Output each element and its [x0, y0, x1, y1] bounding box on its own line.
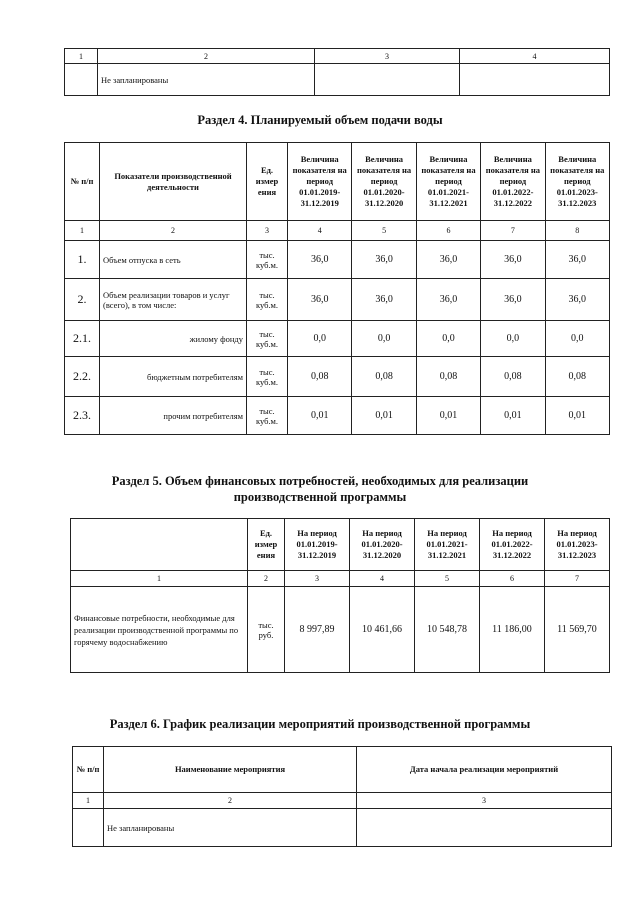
header-period: На период 01.01.2020-31.12.2020 [350, 519, 415, 571]
top-table [64, 48, 610, 96]
col-number: 7 [481, 221, 545, 241]
row-text: Не запланированы [98, 64, 315, 96]
row-value: 0,01 [288, 397, 352, 435]
table-row [65, 241, 610, 279]
row-num: 2.1. [65, 321, 100, 357]
row-name: прочим потребителям [100, 397, 247, 435]
row-value: 0,08 [545, 357, 609, 397]
header-num: № п/п [65, 143, 100, 221]
row-unit: тыс. куб.м. [247, 241, 288, 279]
row-num: 2. [65, 279, 100, 321]
section4-title: Раздел 4. Планируемый объем подачи воды [197, 113, 443, 127]
row-unit: тыс. руб. [248, 587, 285, 673]
row-value: 0,08 [288, 357, 352, 397]
row-value: 11 569,70 [545, 587, 610, 673]
header-period: Величина показателя на период 01.01.2021-31.12.2021 [416, 143, 480, 221]
row-value: 0,0 [481, 321, 545, 357]
col-number: 6 [416, 221, 480, 241]
col-number: 1 [65, 221, 100, 241]
row-value: 11 186,00 [480, 587, 545, 673]
row-value: 36,0 [288, 279, 352, 321]
row-value: 10 461,66 [350, 587, 415, 673]
col-number: 1 [71, 571, 248, 587]
row-text: Не запланированы [104, 809, 357, 847]
col-number: 4 [288, 221, 352, 241]
col-number: 7 [545, 571, 610, 587]
row-value: 36,0 [416, 241, 480, 279]
header-period: На период 01.01.2021-31.12.2021 [415, 519, 480, 571]
section5-title-line1: Раздел 5. Объем финансовых потребностей, необходимых для реализации [111, 474, 529, 488]
col-number: 4 [460, 49, 610, 64]
table-row [73, 809, 612, 847]
row-value: 36,0 [545, 279, 609, 321]
row-value: 36,0 [416, 279, 480, 321]
table-row [65, 279, 610, 321]
col-number: 8 [545, 221, 609, 241]
row-name: жилому фонду [100, 321, 247, 357]
header-period: На период 01.01.2019-31.12.2019 [285, 519, 350, 571]
header-unit: Ед. измер ения [247, 143, 288, 221]
row-value: 10 548,78 [415, 587, 480, 673]
row-value: 0,01 [481, 397, 545, 435]
row-value: 0,0 [416, 321, 480, 357]
row-value: 0,01 [352, 397, 416, 435]
table-row [65, 397, 610, 435]
col-number: 3 [247, 221, 288, 241]
header-period: Величина показателя на период 01.01.2020-31.12.2020 [352, 143, 416, 221]
row-value: 0,0 [545, 321, 609, 357]
row-unit: тыс. куб.м. [247, 357, 288, 397]
row-value: 36,0 [352, 241, 416, 279]
table-row [65, 321, 610, 357]
row-value: 0,08 [352, 357, 416, 397]
row-value: 0,01 [545, 397, 609, 435]
row-value: 8 997,89 [285, 587, 350, 673]
row-value: 36,0 [288, 241, 352, 279]
section5-title-line2: производственной программы [233, 490, 407, 504]
row-num: 2.3. [65, 397, 100, 435]
header-period: Величина показателя на период 01.01.2019-31.12.2019 [288, 143, 352, 221]
row-name: бюджетным потребителям [100, 357, 247, 397]
section6-title: Раздел 6. График реализации мероприятий производственной программы [109, 717, 531, 731]
section6-table [72, 746, 612, 847]
row-unit: тыс. куб.м. [247, 279, 288, 321]
header-unit: Ед. измер ения [248, 519, 285, 571]
section4-table [64, 142, 610, 435]
col-number: 3 [315, 49, 460, 64]
header-period: На период 01.01.2023-31.12.2023 [545, 519, 610, 571]
row-value: 0,0 [352, 321, 416, 357]
col-number: 1 [73, 793, 104, 809]
col-number: 2 [100, 221, 247, 241]
row-value: 0,08 [416, 357, 480, 397]
row-value: 0,08 [481, 357, 545, 397]
row-value: 36,0 [545, 241, 609, 279]
col-number: 2 [104, 793, 357, 809]
col-number: 6 [480, 571, 545, 587]
header-date: Дата начала реализации мероприятий [357, 747, 612, 793]
header-name: Наименование мероприятия [104, 747, 357, 793]
header-period: Величина показателя на период 01.01.2023-31.12.2023 [545, 143, 609, 221]
row-num: 1. [65, 241, 100, 279]
header-indicator: Показатели производственной деятельности [100, 143, 247, 221]
header-num: № п/п [73, 747, 104, 793]
table-row [65, 357, 610, 397]
row-name: Финансовые потребности, необходимые для реализации производственной программы по горячему водоснабжению [71, 587, 248, 673]
col-number: 4 [350, 571, 415, 587]
row-value: 0,01 [416, 397, 480, 435]
row-value: 36,0 [352, 279, 416, 321]
row-value: 36,0 [481, 279, 545, 321]
row-value: 0,0 [288, 321, 352, 357]
col-number: 2 [248, 571, 285, 587]
col-number: 3 [357, 793, 612, 809]
section5-table [70, 518, 610, 673]
row-name: Объем отпуска в сеть [100, 241, 247, 279]
col-number: 1 [65, 49, 98, 64]
row-value: 36,0 [481, 241, 545, 279]
col-number: 5 [352, 221, 416, 241]
col-number: 3 [285, 571, 350, 587]
header-period: На период 01.01.2022-31.12.2022 [480, 519, 545, 571]
row-num: 2.2. [65, 357, 100, 397]
col-number: 2 [98, 49, 315, 64]
row-unit: тыс. куб.м. [247, 321, 288, 357]
table-row [71, 587, 610, 673]
row-unit: тыс. куб.м. [247, 397, 288, 435]
col-number: 5 [415, 571, 480, 587]
row-name: Объем реализации товаров и услуг (всего), в том числе: [100, 279, 247, 321]
header-period: Величина показателя на период 01.01.2022-31.12.2022 [481, 143, 545, 221]
